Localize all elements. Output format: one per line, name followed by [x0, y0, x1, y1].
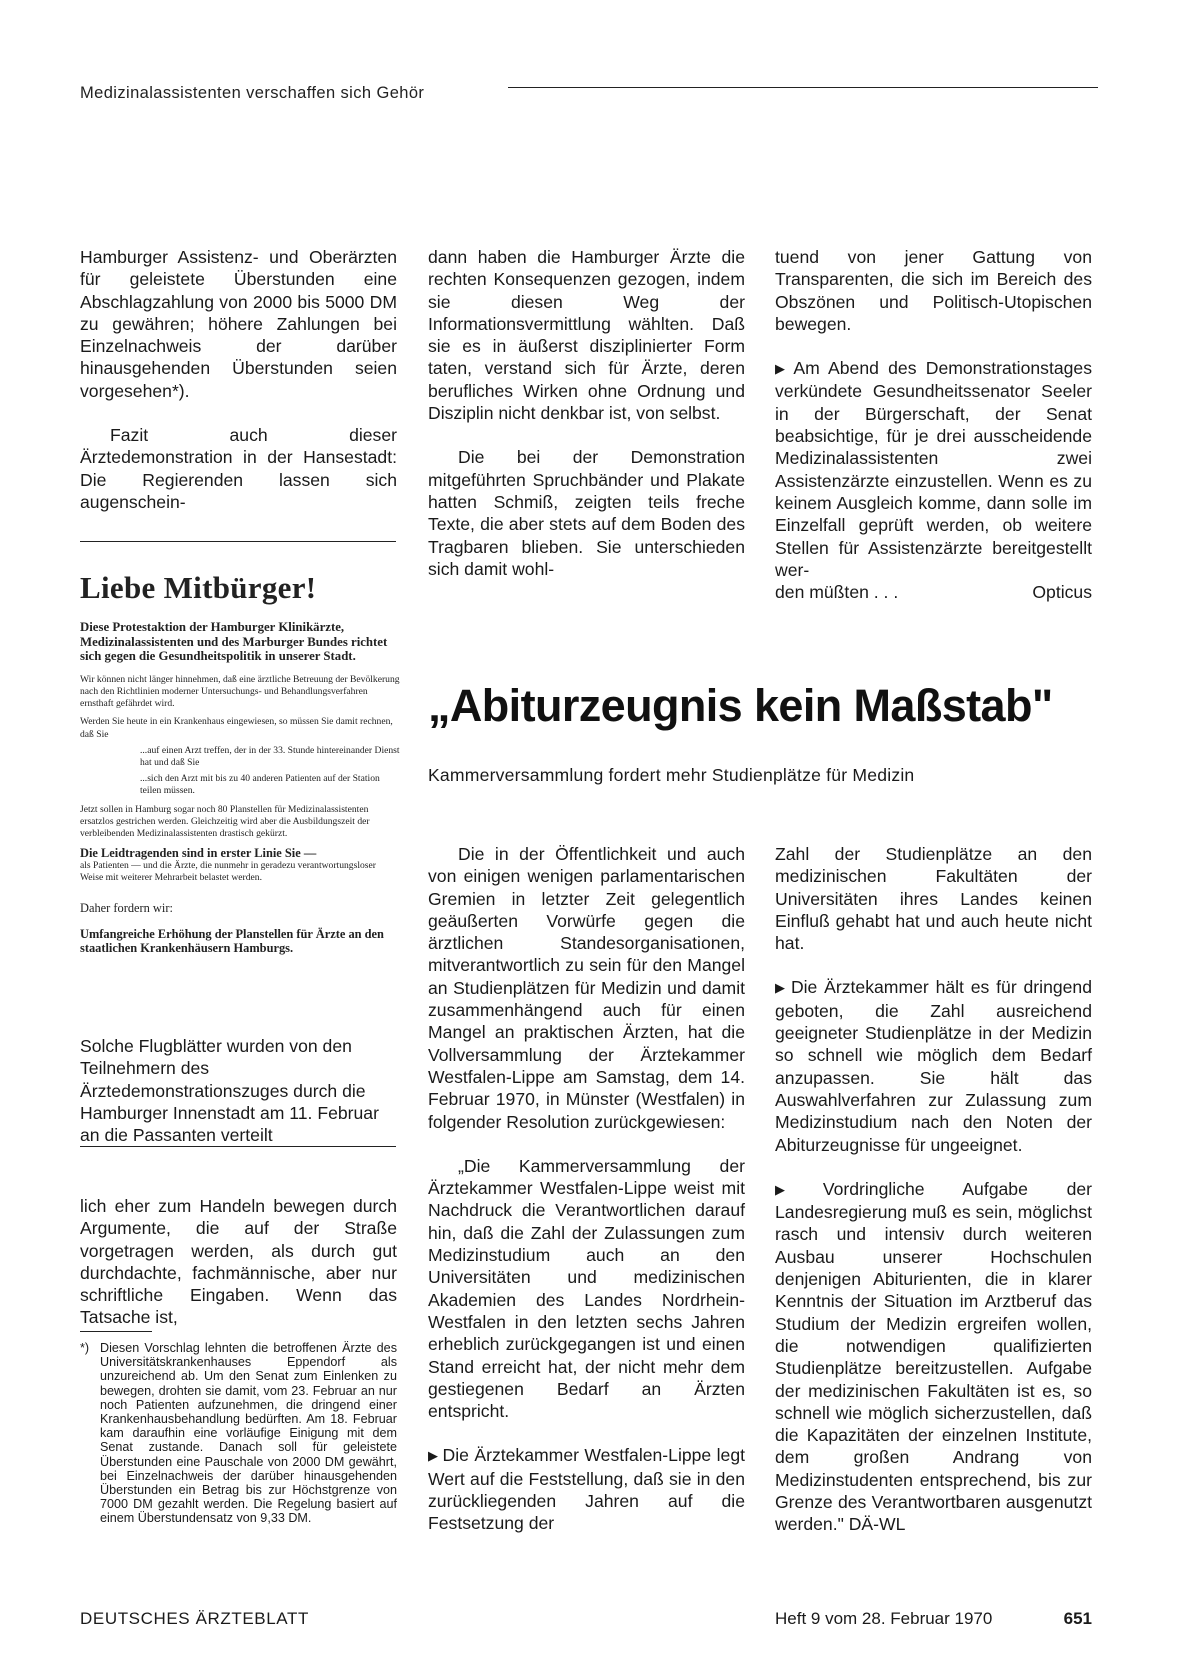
- flyer-demand-text: Umfangreiche Erhöhung der Planstellen für Ärzte an den staatlichen Krankenhäusern Hamburgs.: [80, 926, 384, 955]
- triangle-right-icon: ▶: [775, 980, 787, 996]
- paragraph: Hamburger Assistenz- und Oberärzten für geleistete Überstunden eine Abschlagzahlung von 2000 bis 5000 DM zu gewähren; höhere Zahlungen bei Einzelnachweis der darüber hinausgehenden Überstunden seien vorgesehen*).: [80, 247, 397, 401]
- footnote-text: Diesen Vorschlag lehnten die betroffenen Ärzte des Universitätskrankenhauses Eppendorf als unzureichend ab. Um den Senat zum Einlenken zu bewegen, drohten sie damit, vom 23. Februar an nur noch Patienten aufzunehmen, die dringend einer Krankenhausbehandlung bedürften. Am 18. Februar kam daraufhin eine vorläufige Einigung mit dem Senat zustande. Danach soll für geleistete Überstunden eine Pauschale von 2000 DM gewährt, bei Einzelnachweis der darüber hinausgehenden Überstunden ein Betrag bis zur Höchstgrenze von 7000 DM gezahlt werden. Die Regelung basiert auf einem Überstundensatz von 9,33 DM.: [100, 1341, 397, 1526]
- paragraph: Die bei der Demonstration mitgeführten Spruchbänder und Plakate hatten Schmiß, zeigten teils freche Texte, die aber stets auf dem Boden des Tragbaren blieben. Sie unterschieden sich damit wohl-: [428, 447, 745, 579]
- article-column-2: [428, 843, 745, 1535]
- closing-line: den müßten . . . Opticus: [775, 582, 1092, 603]
- flyer-paragraph: ...sich den Arzt mit bis zu 40 anderen Patienten auf der Station teilen müssen.: [140, 773, 380, 797]
- flyer-emphasis-head: Die Leidtragenden sind in erster Linie Sie —: [80, 846, 317, 861]
- article-headline: „Abiturzeugnis kein Maßstab": [428, 680, 1053, 731]
- paragraph: ▶ Die Ärztekammer hält es für dringend geboten, die Zahl ausreichend geeigneter Studienplätze in der Medizin so schnell wie möglich dem Bedarf anzupassen. Sie hält das Auswahlverfahren zur Zulassung zum Medizinstudium nach den Noten der Abiturzeugnisse für ungeeignet.: [775, 977, 1092, 1155]
- paragraph: Zahl der Studienplätze an den medizinischen Fakultäten der Universitäten ihres Landes keinen Einfluß gehabt hat und auch heute nicht hat.: [775, 844, 1092, 954]
- flyer-paragraph: als Patienten — und die Ärzte, die nunmehr in geradezu verantwortungsloser Weise mit weiterer Mehrarbeit belastet werden.: [80, 860, 376, 884]
- flyer-top-rule: [80, 541, 396, 542]
- footer-issue-line: [775, 1609, 1092, 1629]
- flyer-title: Liebe Mitbürger!: [80, 570, 317, 605]
- flyer: [80, 570, 400, 955]
- upper-column-1: [80, 246, 397, 513]
- article-column-3: [775, 843, 1092, 1536]
- paragraph: ▶ Am Abend des Demonstrationstages verkündete Gesundheitssenator Seeler in der Bürgerschaft, der Senat beabsichtige, für je drei ausscheidende Medizinalassistenten zwei Assistenzärzte einzustellen. Wenn es zu keinem Ausgleich komme, dann solle im Einzelfall geprüft werden, ob weitere Stellen für Assistenzärzte bereitgestellt wer-: [775, 358, 1092, 580]
- paragraph: Fazit auch dieser Ärztedemonstration in der Hansestadt: Die Regierenden lassen sich augenschein-: [80, 425, 397, 512]
- flyer-paragraph: Wir können nicht länger hinnehmen, daß eine ärztliche Betreuung der Bevölkerung nach den Richtlinien moderner Untersuchungs- und Behandlungsverfahren ernsthaft gefährdet wird.: [80, 673, 400, 710]
- triangle-right-icon: ▶: [428, 1448, 439, 1464]
- flyer-paragraph: Werden Sie heute in ein Krankenhaus eingewiesen, so müssen Sie damit rechnen, daß Sie: [80, 716, 393, 740]
- page-number: 651: [1063, 1609, 1092, 1628]
- footnote: [80, 1341, 397, 1526]
- triangle-right-icon: ▶: [775, 361, 790, 377]
- flyer-emphasis: [80, 846, 400, 860]
- paragraph: dann haben die Hamburger Ärzte die rechten Konsequenzen gezogen, indem sie diesen Weg der Informationsvermittlung wählten. Daß sie es in äußerst disziplinierter Form taten, verstand sich für Ärzte, deren berufliches Wirken ohne Ordnung und Disziplin nicht denkbar ist, von selbst.: [428, 247, 745, 424]
- flyer-paragraph: ...auf einen Arzt treffen, der in der 33. Stunde hintereinander Dienst hat und daß Sie: [140, 744, 400, 768]
- paragraph: ▶ Die Ärztekammer Westfalen-Lippe legt Wert auf die Feststellung, daß sie in den zurückliegenden Jahren auf die Festsetzung der: [428, 1445, 745, 1534]
- footer-issue: Heft 9 vom 28. Februar 1970: [775, 1609, 993, 1628]
- paragraph: Die in der Öffentlichkeit und auch von einigen wenigen parlamentarischen Gremien in letzter Zeit gelegentlich geäußerten Vorwürfe gegen die ärztlichen Standesorganisationen, mitverantwortlich zu sein für den Mangel an Studienplätzen für Medizin und damit zusammenhängend auch für einen Mangel an praktischen Ärzten, hat die Vollversammlung der Ärztekammer Westfalen-Lippe am Samstag, dem 14. Februar 1970, in Münster (Westfalen) in folgender Resolution zurückgewiesen:: [428, 844, 745, 1132]
- flyer-demand: [80, 901, 400, 955]
- caption-bottom-rule: [80, 1146, 396, 1147]
- paragraph: „Die Kammerversammlung der Ärztekammer Westfalen-Lippe weist mit Nachdruck die Verantwortlichen darauf hin, daß die Zahl der Zulassungen zum Medizinstudium auch an den Universitäten und medizinischen Akademien des Landes Nordrhein-Westfalen in den letzten sechs Jahren erheblich zurückgegangen ist und einen Stand erreicht hat, der nicht mehr dem gestiegenen Bedarf an Ärzten entspricht.: [428, 1155, 745, 1422]
- footer-journal: DEUTSCHES ÄRZTEBLATT: [80, 1609, 309, 1628]
- article-subhead: Kammerversammlung fordert mehr Studienplätze für Medizin: [428, 765, 915, 785]
- upper-column-3: [775, 246, 1092, 603]
- running-head-rule: [508, 87, 1098, 88]
- lower-column-1: lich eher zum Handeln bewegen durch Argumente, die auf der Straße vorgetragen werden, als durch gut durchdachte, fachmännische, aber nur schriftliche Eingaben. Wenn das Tatsache ist,: [80, 1196, 397, 1328]
- flyer-demand-head: Daher fordern wir:: [80, 900, 173, 915]
- flyer-body: [80, 674, 400, 840]
- flyer-paragraph: Jetzt sollen in Hamburg sogar noch 80 Planstellen für Medizinalassistenten ersatzlos gestrichen werden. Gleichzeitig wird aber die Ausbildungszeit der verbleibenden Medizinalassistenten drastisch gekürzt.: [80, 803, 370, 840]
- running-head: Medizinalassistenten verschaffen sich Gehör: [80, 84, 425, 102]
- upper-column-2: [428, 246, 745, 580]
- author-signature: Opticus: [1032, 582, 1092, 603]
- paragraph: tuend von jener Gattung von Transparenten, die sich im Bereich des Obszönen und Politisch-Utopischen bewegen.: [775, 247, 1092, 334]
- flyer-intro: Diese Protestaktion der Hamburger Klinikärzte, Medizinalassistenten und des Marburger Bundes richtet sich gegen die Gesundheitspolitik in unserer Stadt.: [80, 620, 388, 664]
- footnote-rule: [80, 1331, 152, 1332]
- footnote-mark: *): [80, 1341, 90, 1355]
- flyer-caption: Solche Flugblätter wurden von den Teilnehmern des Ärztedemonstrationszuges durch die Hamburger Innenstadt am 11. Februar an die Passanten verteilt: [80, 1036, 379, 1146]
- triangle-right-icon: ▶: [775, 1181, 819, 1197]
- paragraph: ▶ Vordringliche Aufgabe der Landesregierung muß es sein, möglichst rasch und intensiv durch weiteren Ausbau unserer Hochschulen denjenigen Abiturienten, die in klarer Kenntnis der Situation im Arztberuf das Studium der Medizin ergreifen wollen, die notwendigen qualifizierten Studienplätze bereitzustellen. Aufgabe der medizinischen Fakultäten ist es, so schnell wie möglich sicherzustellen, daß die Kapazitäten der einzelnen Institute, dem großen Andrang von Medizinstudenten entsprechend, bis zur Grenze des Verantwortbaren ausgenutzt werden." DÄ-WL: [775, 1178, 1093, 1535]
